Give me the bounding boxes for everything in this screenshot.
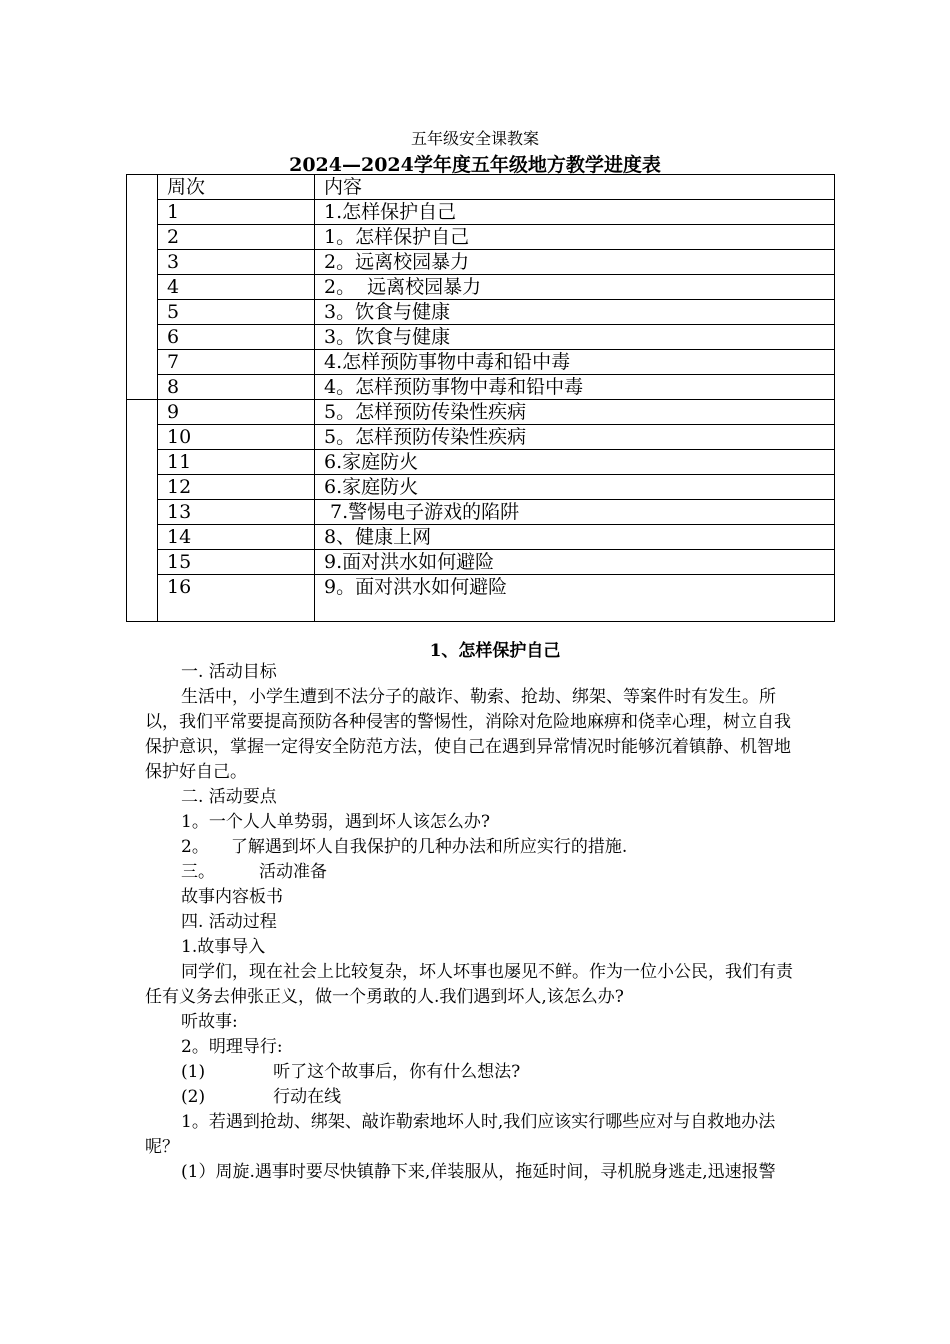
- content-cell: 1。怎样保护自己: [315, 225, 835, 250]
- content-cell: 5。怎样预防传染性疾病: [315, 425, 835, 450]
- week-cell: 7: [158, 350, 315, 375]
- week-cell: 16: [158, 575, 315, 622]
- section-heading: [145, 860, 805, 885]
- content-cell: 3。饮食与健康: [315, 325, 835, 350]
- content-cell: 4。怎样预防事物中毒和铅中毒: [315, 375, 835, 400]
- semester-cell: [127, 175, 158, 400]
- week-cell: 5: [158, 300, 315, 325]
- list-text: 行动在线: [273, 1087, 342, 1107]
- header-week: 周次: [158, 175, 315, 200]
- week-cell: 4: [158, 275, 315, 300]
- table-row: [127, 475, 835, 500]
- table-row: [127, 425, 835, 450]
- table-row: [127, 400, 835, 425]
- section-number: 三。: [181, 862, 215, 882]
- content-cell: 7.警惕电子游戏的陷阱: [315, 500, 835, 525]
- table-header-row: [127, 175, 835, 200]
- paragraph: [145, 835, 805, 860]
- section-heading: 二. 活动要点: [181, 787, 277, 807]
- lesson-title: 1、怎样保护自己: [429, 641, 561, 661]
- paragraph: 1.故事导入: [181, 937, 266, 957]
- paragraph: 1。一个人人单势弱，遇到坏人该怎么办?: [181, 812, 490, 832]
- page-header: 五年级安全课教案: [410, 129, 539, 148]
- table-row: [127, 550, 835, 575]
- paragraph: 听故事:: [181, 1012, 238, 1032]
- content-cell: 3。饮食与健康: [315, 300, 835, 325]
- content-cell: 6.家庭防火: [315, 475, 835, 500]
- table-row: [127, 375, 835, 400]
- content-cell: 8、健康上网: [315, 525, 835, 550]
- section-heading: 四. 活动过程: [181, 912, 277, 932]
- list-number: (2): [181, 1087, 206, 1107]
- paragraph: 1。若遇到抢劫、绑架、敲诈勒索地坏人时,我们应该实行哪些应对与自救地办法呢？: [145, 1112, 776, 1157]
- week-cell: 14: [158, 525, 315, 550]
- week-cell: 9: [158, 400, 315, 425]
- table-row: [127, 525, 835, 550]
- week-cell: 1: [158, 200, 315, 225]
- week-cell: 13: [158, 500, 315, 525]
- week-cell: 6: [158, 325, 315, 350]
- table-row: [127, 450, 835, 475]
- content-cell: 9.面对洪水如何避险: [315, 550, 835, 575]
- table-row: [127, 500, 835, 525]
- document-title: 2024—2024学年度五年级地方教学进度表: [289, 154, 661, 176]
- paragraph: 2。明理导行:: [181, 1037, 283, 1057]
- table-row: [127, 225, 835, 250]
- list-text: 了解遇到坏人自我保护的几种办法和所应实行的措施.: [230, 837, 628, 857]
- content-cell: 1.怎样保护自己: [315, 200, 835, 225]
- section-heading: 一. 活动目标: [181, 662, 277, 682]
- content-cell: 5。怎样预防传染性疾病: [315, 400, 835, 425]
- week-cell: 15: [158, 550, 315, 575]
- week-cell: 3: [158, 250, 315, 275]
- table-row: [127, 575, 835, 622]
- week-cell: 10: [158, 425, 315, 450]
- table-row: [127, 275, 835, 300]
- table-row: [127, 350, 835, 375]
- content-cell: 4.怎样预防事物中毒和铅中毒: [315, 350, 835, 375]
- paragraph: 同学们，现在社会上比较复杂，坏人坏事也屡见不鲜。作为一位小公民，我们有责任有义务去伸张正义，做一个勇敢的人.我们遇到坏人,该怎么办?: [145, 962, 793, 1007]
- content-cell: 9。面对洪水如何避险: [315, 575, 835, 622]
- section-text: 活动准备: [259, 862, 327, 882]
- schedule-table: [126, 174, 835, 622]
- week-cell: 2: [158, 225, 315, 250]
- week-cell: 12: [158, 475, 315, 500]
- week-cell: 8: [158, 375, 315, 400]
- list-number: 2。: [181, 837, 209, 857]
- table-row: [127, 300, 835, 325]
- table-row: [127, 200, 835, 225]
- list-number: (1): [181, 1062, 206, 1082]
- paragraph: 故事内容板书: [181, 887, 283, 907]
- week-cell: 11: [158, 450, 315, 475]
- paragraph: [145, 1085, 805, 1110]
- list-text: 听了这个故事后，你有什么想法?: [273, 1062, 521, 1082]
- paragraph: 生活中，小学生遭到不法分子的敲诈、勒索、抢劫、绑架、等案件时有发生。所以，我们平常要提高预防各种侵害的警惕性，消除对危险地麻痹和侥幸心理，树立自我保护意识，掌握一定得安全防范方法，使自己在遇到异常情况时能够沉着镇静、机智地保护好自己。: [145, 687, 791, 782]
- semester-cell: [127, 400, 158, 622]
- paragraph: (1）周旋.遇事时要尽快镇静下来,佯装服从，拖延时间，寻机脱身逃走,迅速报警: [181, 1162, 776, 1182]
- content-cell: 2。远离校园暴力: [315, 250, 835, 275]
- table-row: [127, 250, 835, 275]
- table-row: [127, 325, 835, 350]
- header-content: 内容: [315, 175, 835, 200]
- content-cell: 2。 远离校园暴力: [315, 275, 835, 300]
- lesson-body: [145, 660, 805, 1185]
- paragraph: [145, 1060, 805, 1085]
- content-cell: 6.家庭防火: [315, 450, 835, 475]
